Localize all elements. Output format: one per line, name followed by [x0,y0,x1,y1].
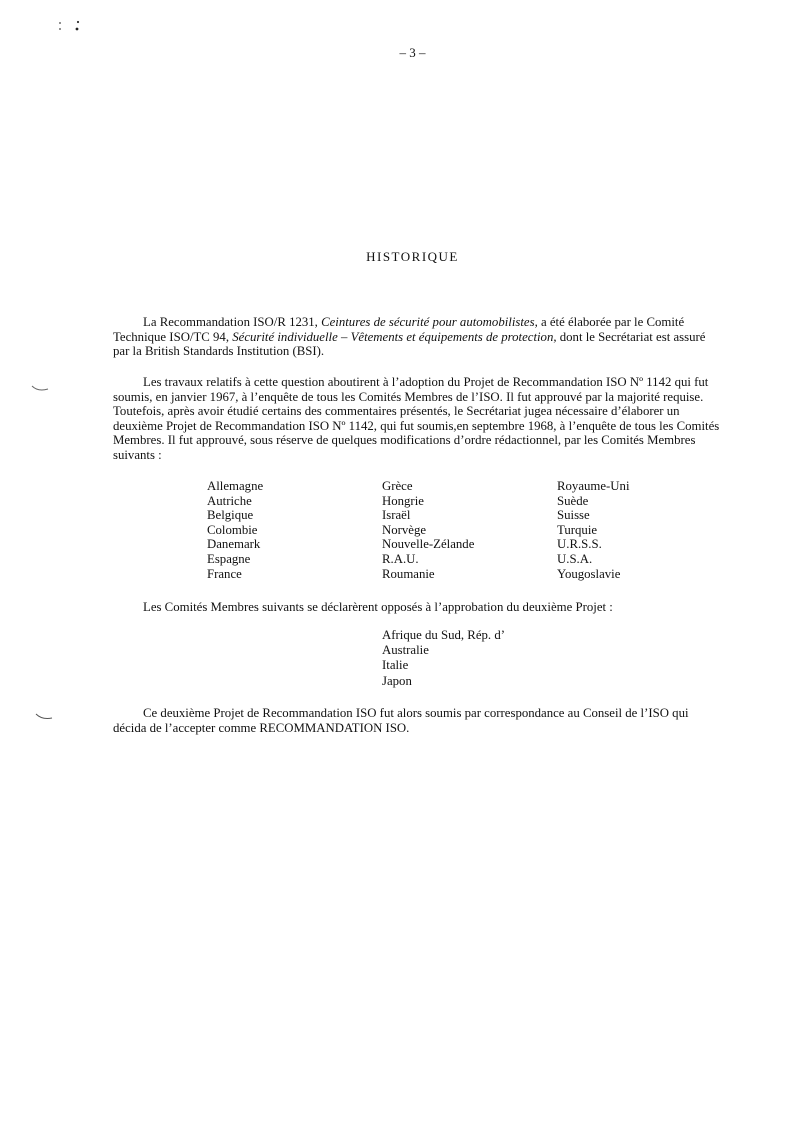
intro-paragraph [113,315,723,359]
intro-italic-1: Ceintures de sécurité pour automobilistes, [321,315,538,329]
list-item: Afrique du Sud, Rép. d’ [382,628,505,642]
intro-text-1: La Recommandation ISO/R 1231, [143,315,322,329]
list-item: Nouvelle-Zélande [382,537,475,552]
list-item: Australie [382,643,429,658]
list-item: Yougoslavie [557,566,621,581]
list-item: Japon [382,673,412,688]
approving-members-column-1 [207,479,263,581]
intro-text-2: a été élaborée par le Comité Technique ISO/TC 94, [113,315,685,344]
list-item: Belgique [207,508,254,523]
approving-members-column-3 [557,479,630,581]
intro-italic-2: Sécurité individuelle – Vêtements et équipements de protection, [232,329,557,344]
list-item: Allemagne [207,479,264,493]
approving-members-column-2 [382,479,474,581]
list-item: France [207,566,242,581]
intro-text-3: dont le Secrétariat est assuré par la British Standards Institution (BSI). [113,329,706,359]
list-item: Autriche [207,493,252,508]
margin-hole-mark [30,384,52,394]
opposing-members-list [382,628,505,689]
list-item: Suisse [557,508,590,523]
opposition-paragraph [113,600,723,615]
list-item: Colombie [207,522,258,537]
history-paragraph [113,375,723,463]
conclusion-text: Ce deuxième Projet de Recommandation ISO fut alors soumis par correspondance au Conseil de l’ISO qui décida de l’accepter comme RECOMMANDATION ISO. [113,706,689,736]
conclusion-paragraph [113,706,723,737]
list-item: Hongrie [382,493,424,508]
margin-hole-mark [34,712,56,722]
list-item: Espagne [207,551,251,566]
list-item: U.S.A. [557,551,593,566]
list-item: Norvège [382,522,427,537]
page-number: – 3 – [399,45,426,60]
opposition-text: Les Comités Membres suivants se déclarèrent opposés à l’approbation du deuxième Projet : [143,600,613,614]
list-item: Israël [382,508,411,523]
list-item: Grèce [382,479,413,493]
list-item: R.A.U. [382,551,419,566]
list-item: Italie [382,658,409,673]
list-item: Royaume-Uni [557,479,630,493]
list-item: Suède [557,493,589,508]
list-item: U.R.S.S. [557,537,602,552]
scan-speck-mark [58,18,88,34]
list-item: Roumanie [382,566,435,581]
page-title: HISTORIQUE [366,249,459,264]
history-text: Les travaux relatifs à cette question aboutirent à l’adoption du Projet de Recommandation ISO Nº 1142 qui fut soumis, en janvier 1967, à l’enquête de tous les Comités Membres de l’ISO. Il fut approuvé par la majorité requise. Toutefois, après avoir étudié certains des commentaires présentés, le Secrétariat jugea nécessaire d’élaborer un deuxième Projet de Recommandation ISO Nº 1142, qui fut soumis,en septembre 1968, à l’enquête de tous les Comités Membres. Il fut approuvé, sous réserve de quelques modifications d’ordre rédactionnel, par les Comités Membres suivants : [113,375,720,462]
list-item: Danemark [207,537,261,552]
list-item: Turquie [557,522,598,537]
